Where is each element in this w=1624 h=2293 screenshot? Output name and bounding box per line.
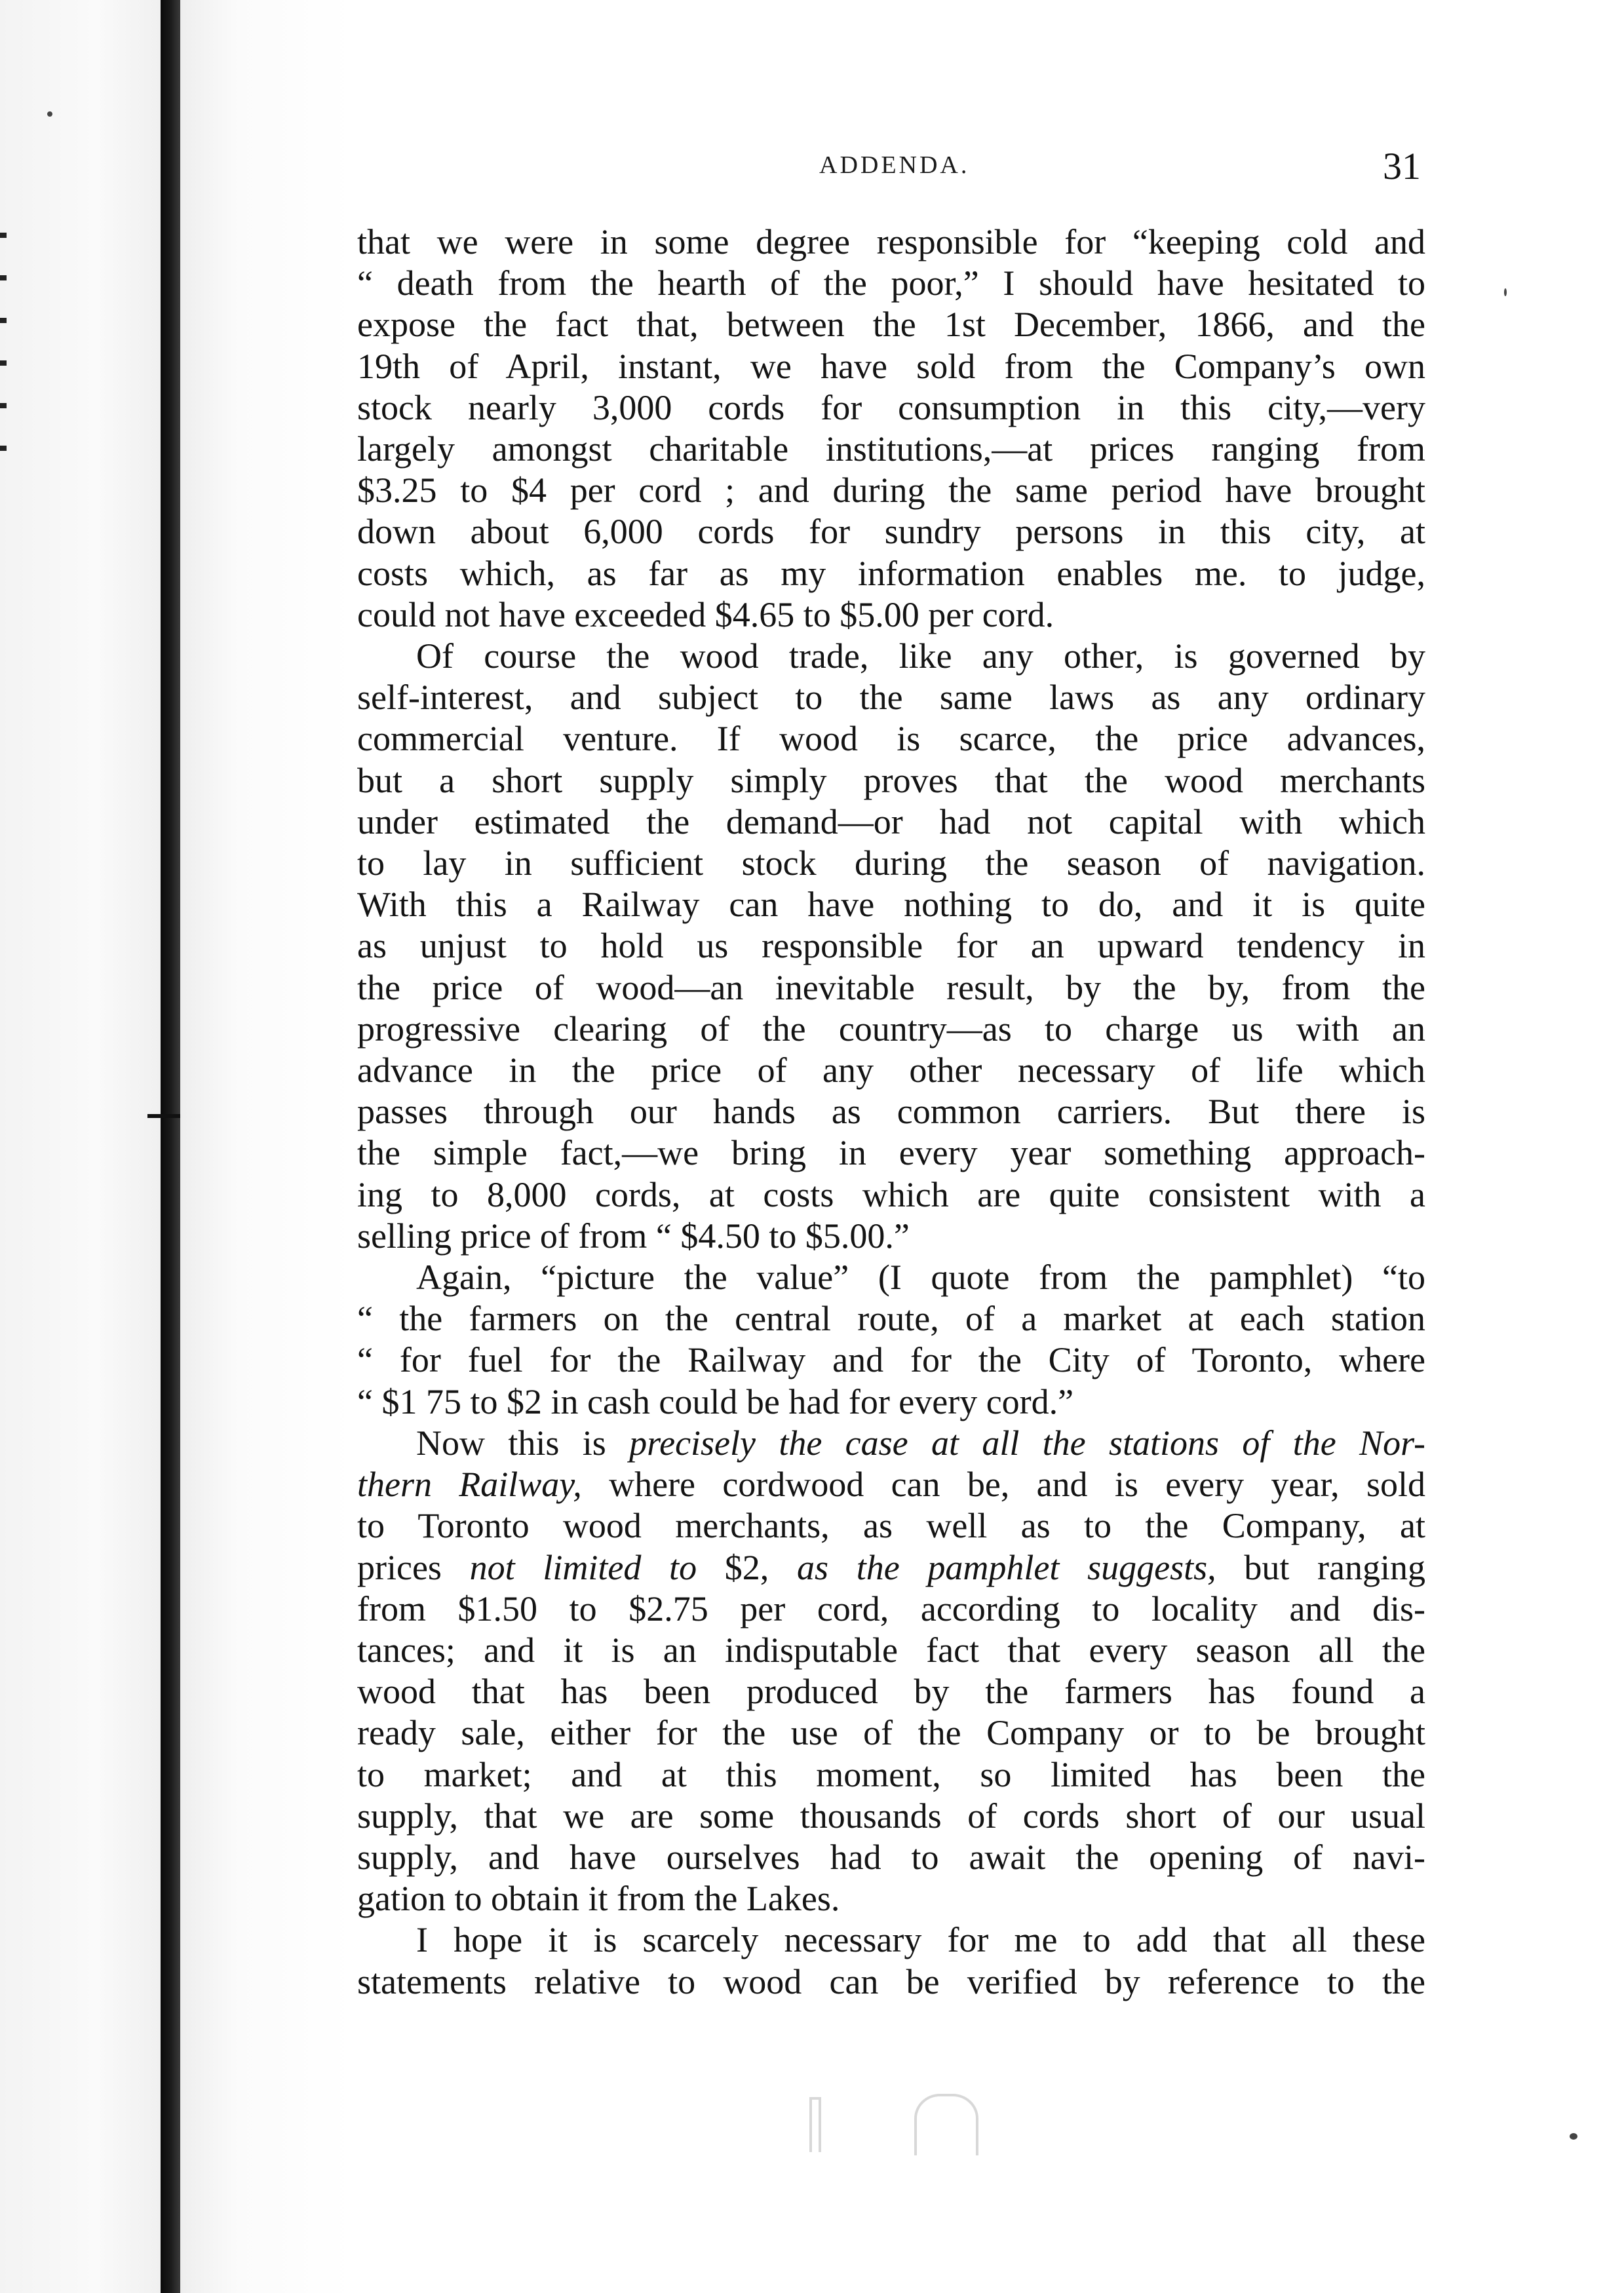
edge-mark: [0, 233, 7, 238]
paragraph: [357, 1423, 1425, 1919]
text-line: as unjust to hold us responsible for an upward tendency in: [357, 926, 1425, 966]
text-line: but a short supply simply proves that the wood merchants: [357, 760, 1425, 800]
text-run: tances; and it is an indisputable fact that every season all the: [357, 1630, 1425, 1670]
text-line: could not have exceeded $4.65 to $5.00 per cord.: [357, 594, 1054, 634]
text-line: “ death from the hearth of the poor,” I should have hesitated to: [357, 263, 1425, 303]
edge-mark: [0, 446, 7, 451]
text-line: [357, 1464, 1425, 1505]
text-run: prices: [357, 1547, 470, 1587]
page-smudge: [914, 2094, 978, 2155]
text-line: I hope it is scarcely necessary for me to add that all these: [416, 1920, 1425, 1960]
text-line: [357, 1547, 1425, 1589]
paragraph: [357, 222, 1425, 636]
text-line: “ the farmers on the central route, of a market at each station: [357, 1299, 1425, 1339]
text-line: commercial venture. If wood is scarce, the price advances,: [357, 719, 1425, 759]
text-line: [357, 1671, 1425, 1712]
text-line: advance in the price of any other necessary of life which: [357, 1050, 1425, 1090]
text-line: under estimated the demand—or had not capital with which: [357, 801, 1425, 841]
italic-text: thern Railway,: [357, 1465, 582, 1505]
text-line: “ $1 75 to $2 in cash could be had for every cord.”: [357, 1381, 1074, 1421]
paragraph: [357, 1257, 1425, 1423]
text-line: [357, 1712, 1425, 1754]
text-run: to Toronto wood merchants, as well as to the Company, at: [357, 1506, 1425, 1546]
text-run: $2,: [697, 1547, 798, 1587]
text-line: down about 6,000 cords for sundry persons in this city, at: [357, 512, 1425, 552]
text-line: costs which, as far as my information enables me. to judge,: [357, 553, 1425, 593]
edge-mark: [0, 318, 7, 323]
text-run: ready sale, either for the use of the Company or to be brought: [357, 1713, 1425, 1753]
text-run: where cordwood can be, and is every year, sold: [581, 1465, 1425, 1505]
text-line: progressive clearing of the country—as to charge us with an: [357, 1009, 1425, 1049]
text-line: largely amongst charitable institutions,—at prices ranging from: [357, 429, 1425, 469]
text-line: selling price of from “ $4.50 to $5.00.”: [357, 1216, 910, 1256]
italic-text: not limited to: [469, 1547, 697, 1587]
text-run: Now this is: [416, 1423, 630, 1463]
text-line: the simple fact,—we bring in every year something approach-: [357, 1133, 1425, 1173]
text-line: stock nearly 3,000 cords for consumption in this city,—very: [357, 387, 1425, 427]
facing-page-edge: [0, 0, 161, 2293]
text-line: With this a Railway can have nothing to do, and it is quite: [357, 885, 1425, 925]
text-run: from $1.50 to $2.75 per cord, according to locality and dis-: [357, 1589, 1425, 1628]
text-run: gation to obtain it from the Lakes.: [357, 1879, 840, 1919]
paragraph: [357, 636, 1425, 1257]
edge-mark: [0, 360, 7, 366]
text-line: [357, 1505, 1425, 1547]
italic-text: as the pamphlet suggests,: [797, 1547, 1216, 1587]
text-line: $3.25 to $4 per cord ; and during the same period have brought: [357, 471, 1425, 511]
text-run: but ranging: [1216, 1547, 1426, 1587]
text-line: Of course the wood trade, like any other, is governed by: [416, 636, 1425, 676]
body-text: [357, 222, 1425, 2003]
text-line: [357, 1630, 1425, 1671]
text-line: passes through our hands as common carriers. But there is: [357, 1092, 1425, 1132]
text-line: the price of wood—an inevitable result, by the by, from the: [357, 967, 1425, 1007]
text-line: [357, 1796, 1425, 1837]
speck: [47, 111, 52, 117]
edge-mark: [0, 275, 7, 280]
text-line: Again, “picture the value” (I quote from the pamphlet) “to: [416, 1258, 1425, 1298]
text-line: [357, 1878, 1425, 1919]
text-line: self-interest, and subject to the same laws as any ordinary: [357, 678, 1425, 718]
page-smudge: [809, 2097, 821, 2152]
text-line: 19th of April, instant, we have sold from the Company’s own: [357, 346, 1425, 386]
text-line: [357, 1837, 1425, 1878]
page-number: 31: [1383, 145, 1421, 187]
text-line: that we were in some degree responsible for “keeping cold and: [357, 222, 1425, 261]
text-line: statements relative to wood can be verified by reference to the: [357, 1961, 1425, 2001]
italic-text: precisely the case at all the stations of the Nor-: [629, 1423, 1425, 1463]
text-line: [357, 1423, 1425, 1464]
text-run: supply, that we are some thousands of cords short of our usual: [357, 1796, 1425, 1836]
text-line: [357, 1589, 1425, 1630]
text-line: expose the fact that, between the 1st December, 1866, and the: [357, 305, 1425, 345]
book-gutter: [161, 0, 180, 2293]
speck: [1570, 2133, 1577, 2140]
running-head: ADDENDA.: [819, 151, 970, 179]
text-line: [357, 1754, 1425, 1796]
text-line: to lay in sufficient stock during the season of navigation.: [357, 843, 1425, 883]
text-run: supply, and have ourselves had to await the opening of navi-: [357, 1837, 1425, 1877]
text-run: to market; and at this moment, so limited has been the: [357, 1754, 1425, 1794]
text-run: wood that has been produced by the farmers has found a: [357, 1672, 1425, 1712]
edge-mark: [0, 403, 7, 408]
text-line: “ for fuel for the Railway and for the City of Toronto, where: [357, 1340, 1425, 1380]
speck: [1504, 288, 1507, 296]
text-line: ing to 8,000 cords, at costs which are quite consistent with a: [357, 1174, 1425, 1214]
paragraph: [357, 1919, 1425, 2002]
